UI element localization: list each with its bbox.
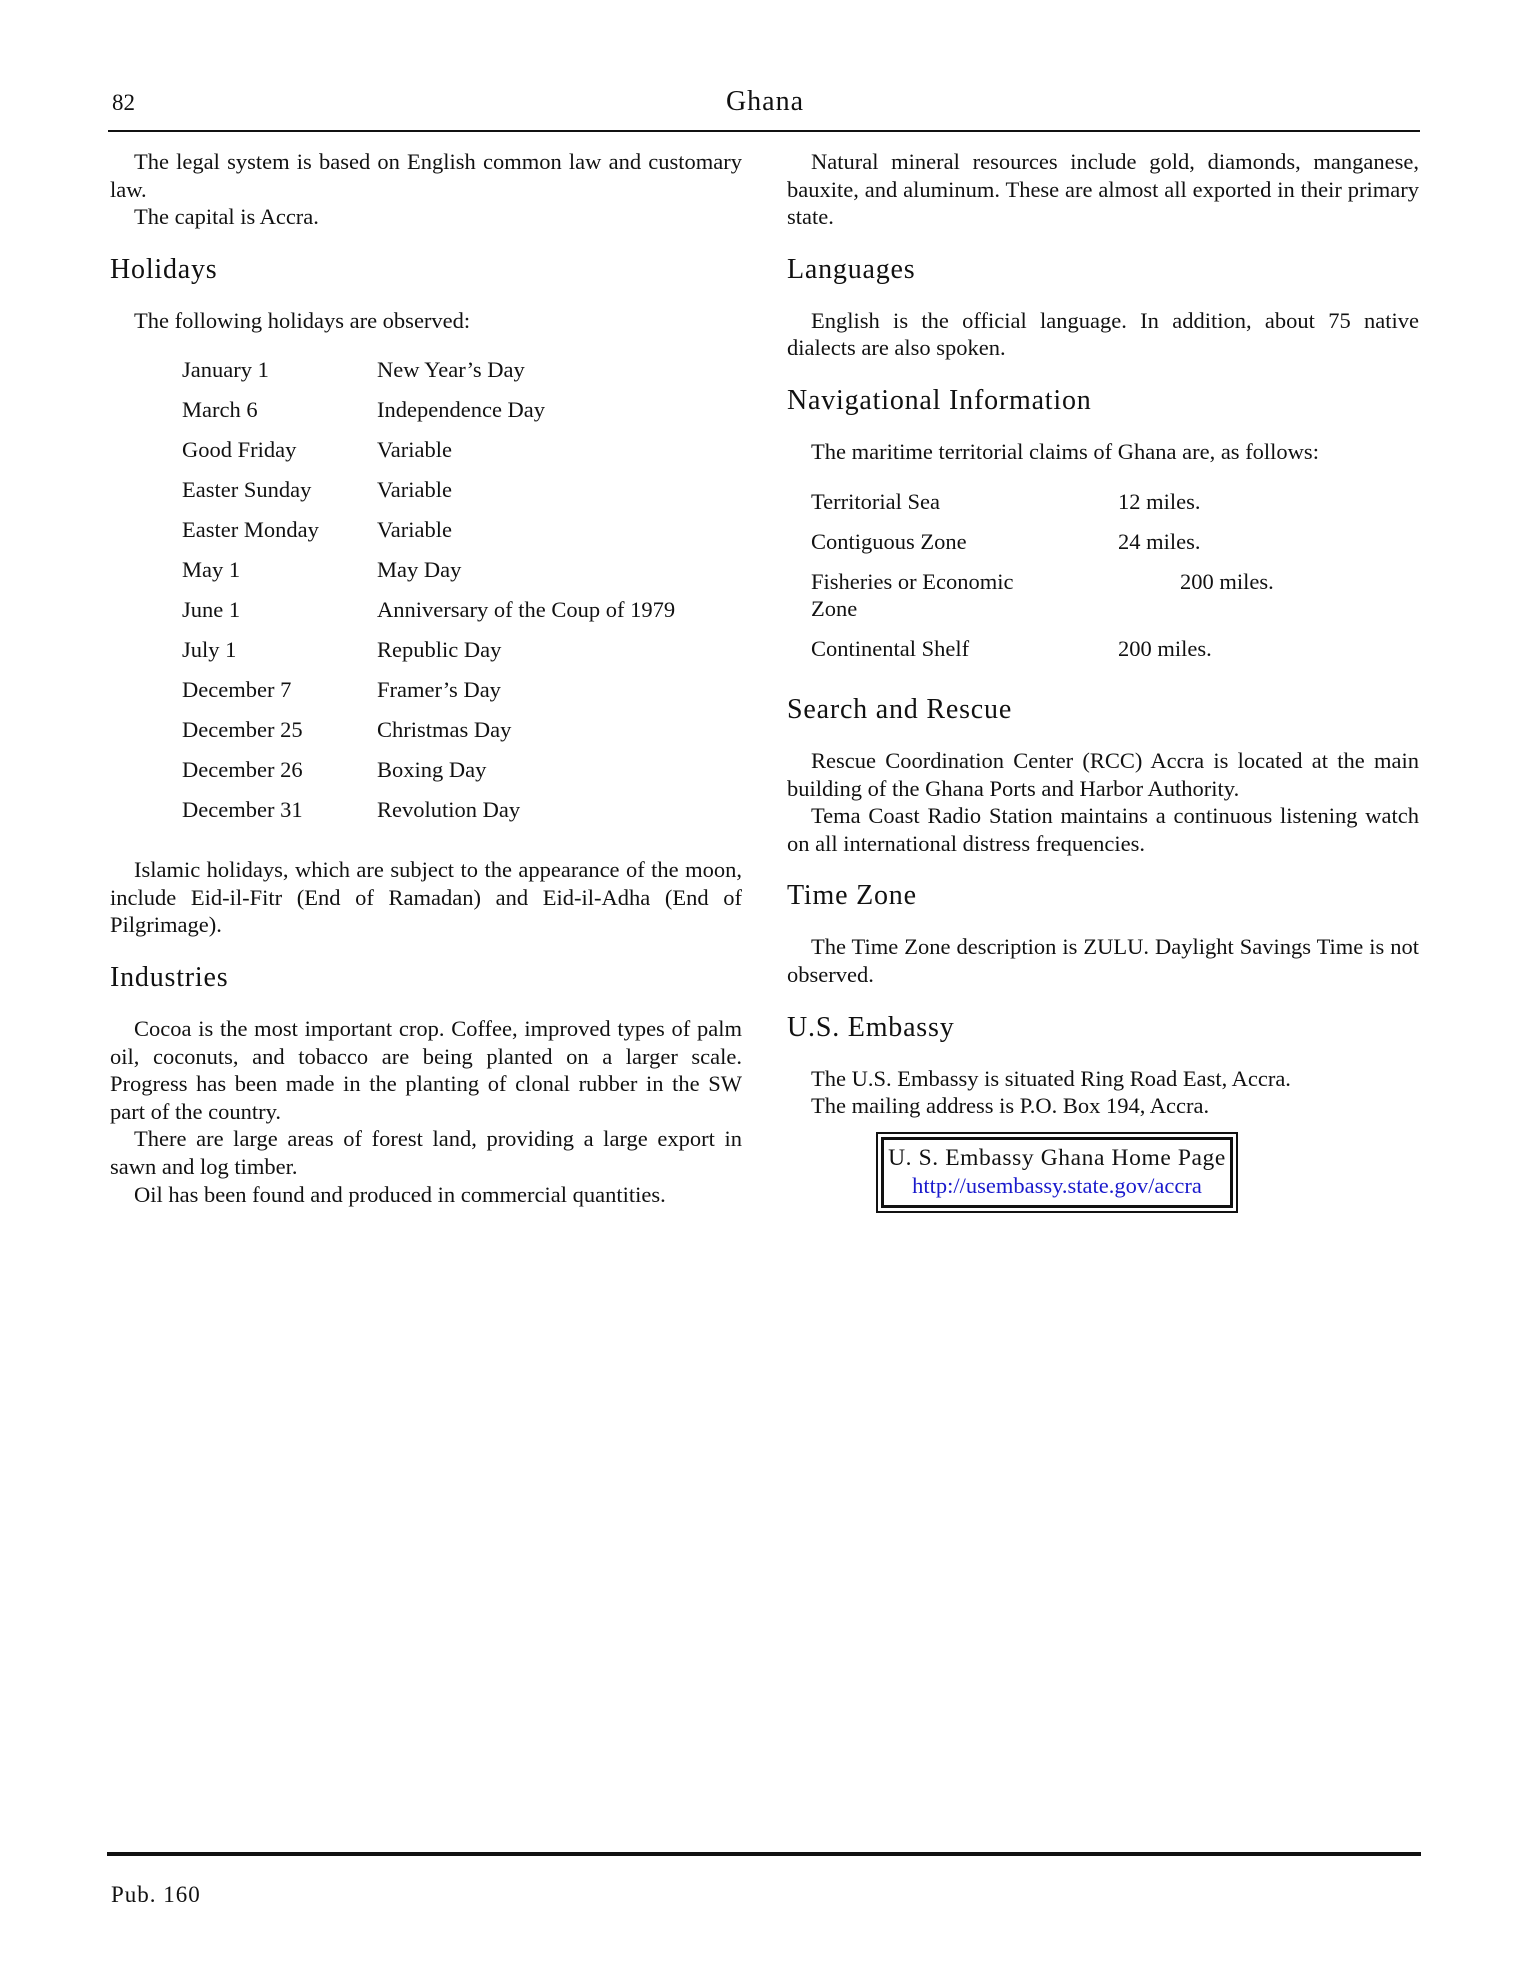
table-row	[182, 716, 677, 756]
table-row	[182, 436, 677, 476]
holiday-name: Revolution Day	[377, 797, 521, 823]
industries-paragraph: Cocoa is the most important crop. Coffee, improved types of palm oil, coconuts, and tobacco are being planted on a larger scale. Progress has been made in the planting of clonal rubber in the SW part of the country.	[110, 1015, 742, 1124]
page-number: 82	[112, 90, 135, 115]
holiday-date: December 7	[182, 677, 292, 703]
holiday-date: June 1	[182, 597, 241, 623]
claim-value: 12 miles.	[1118, 488, 1201, 514]
table-row	[182, 676, 677, 716]
table-row	[811, 528, 1274, 568]
claim-value: 200 miles.	[1118, 636, 1212, 662]
table-row	[182, 516, 677, 556]
holiday-name: Variable	[377, 477, 452, 503]
languages-heading: Languages	[787, 253, 916, 285]
embassy-homepage-link[interactable]: http://usembassy.state.gov/accra	[912, 1172, 1202, 1198]
holiday-name: Independence Day	[377, 397, 546, 423]
claim-label: Territorial Sea	[811, 488, 940, 514]
table-row	[182, 596, 677, 636]
search-rescue-paragraph: Rescue Coordination Center (RCC) Accra is located at the main building of the Ghana Ports and Harbor Authority.	[787, 748, 1419, 801]
holiday-date: January 1	[182, 357, 269, 383]
maritime-claims-table	[811, 488, 1274, 676]
holiday-name: Variable	[377, 437, 452, 463]
claim-label: Continental Shelf	[811, 636, 970, 662]
languages-paragraph: English is the official language. In addition, about 75 native dialects are also spoken.	[787, 307, 1419, 361]
right-column	[787, 148, 1419, 1213]
publication-label: Pub. 160	[111, 1882, 201, 1907]
table-row	[811, 635, 1274, 675]
holiday-name: Framer’s Day	[377, 677, 501, 703]
holiday-name: Anniversary of the Coup of 1979	[377, 597, 676, 623]
table-row	[182, 796, 677, 836]
holidays-heading: Holidays	[110, 253, 218, 285]
holiday-date: December 31	[182, 797, 303, 823]
holiday-name: New Year’s Day	[377, 357, 525, 383]
industries-paragraph: There are large areas of forest land, providing a large export in sawn and log timber.	[110, 1126, 742, 1179]
running-title: Ghana	[725, 86, 805, 117]
claim-value: 200 miles.	[1180, 568, 1274, 594]
header-rule	[108, 130, 1420, 132]
claim-value: 24 miles.	[1118, 528, 1201, 554]
holiday-date: July 1	[182, 637, 237, 663]
islamic-holidays-paragraph: Islamic holidays, which are subject to the appearance of the moon, include Eid-il-Fitr (End of Ramadan) and Eid-il-Adha (End of Pilgrimage).	[110, 857, 742, 938]
holidays-intro: The following holidays are observed:	[134, 307, 471, 333]
holiday-date: Good Friday	[182, 437, 297, 463]
embassy-address: The U.S. Embassy is situated Ring Road East, Accra.	[811, 1065, 1291, 1091]
embassy-link-box	[876, 1132, 1238, 1213]
holiday-date: Easter Monday	[182, 517, 319, 543]
table-row	[182, 756, 677, 796]
legal-system-paragraph: The legal system is based on English common law and customary law.	[110, 149, 742, 202]
minerals-paragraph: Natural mineral resources include gold, diamonds, manganese, bauxite, and aluminum. These are almost all exported in their primary state.	[787, 149, 1419, 230]
table-row	[182, 636, 677, 676]
industries-paragraph: Oil has been found and produced in commercial quantities.	[134, 1181, 666, 1207]
holiday-name: Variable	[377, 517, 452, 543]
navigational-intro: The maritime territorial claims of Ghana are, as follows:	[811, 438, 1319, 464]
left-column	[110, 148, 742, 1208]
industries-heading: Industries	[110, 961, 229, 993]
table-row	[182, 556, 677, 596]
holidays-table	[182, 356, 677, 836]
table-row	[811, 488, 1274, 528]
holiday-name: May Day	[377, 557, 462, 583]
holiday-name: Republic Day	[377, 637, 502, 663]
embassy-heading: U.S. Embassy	[787, 1011, 955, 1043]
holiday-date: Easter Sunday	[182, 477, 312, 503]
table-row	[182, 356, 677, 396]
holiday-date: March 6	[182, 397, 258, 423]
table-row	[182, 396, 677, 436]
holiday-date: December 26	[182, 757, 303, 783]
holiday-name: Christmas Day	[377, 717, 512, 743]
search-rescue-heading: Search and Rescue	[787, 694, 1013, 726]
embassy-mailing-address: The mailing address is P.O. Box 194, Accra.	[811, 1093, 1210, 1119]
claim-label: Contiguous Zone	[811, 528, 967, 554]
capital-paragraph: The capital is Accra.	[134, 204, 319, 230]
time-zone-heading: Time Zone	[787, 880, 917, 912]
embassy-homepage-title: U. S. Embassy Ghana Home Page	[888, 1144, 1226, 1171]
holiday-date: December 25	[182, 717, 303, 743]
search-rescue-paragraph: Tema Coast Radio Station maintains a continuous listening watch on all international distress frequencies.	[787, 803, 1419, 856]
footer-rule	[107, 1852, 1421, 1856]
table-row	[182, 476, 677, 516]
claim-label: Fisheries or Economic Zone	[811, 568, 1014, 622]
holiday-name: Boxing Day	[377, 757, 487, 783]
navigational-heading: Navigational Information	[787, 384, 1092, 416]
holiday-date: May 1	[182, 557, 241, 583]
embassy-link-box-inner	[881, 1137, 1233, 1208]
table-row	[811, 568, 1274, 636]
time-zone-paragraph: The Time Zone description is ZULU. Daylight Savings Time is not observed.	[787, 934, 1419, 988]
